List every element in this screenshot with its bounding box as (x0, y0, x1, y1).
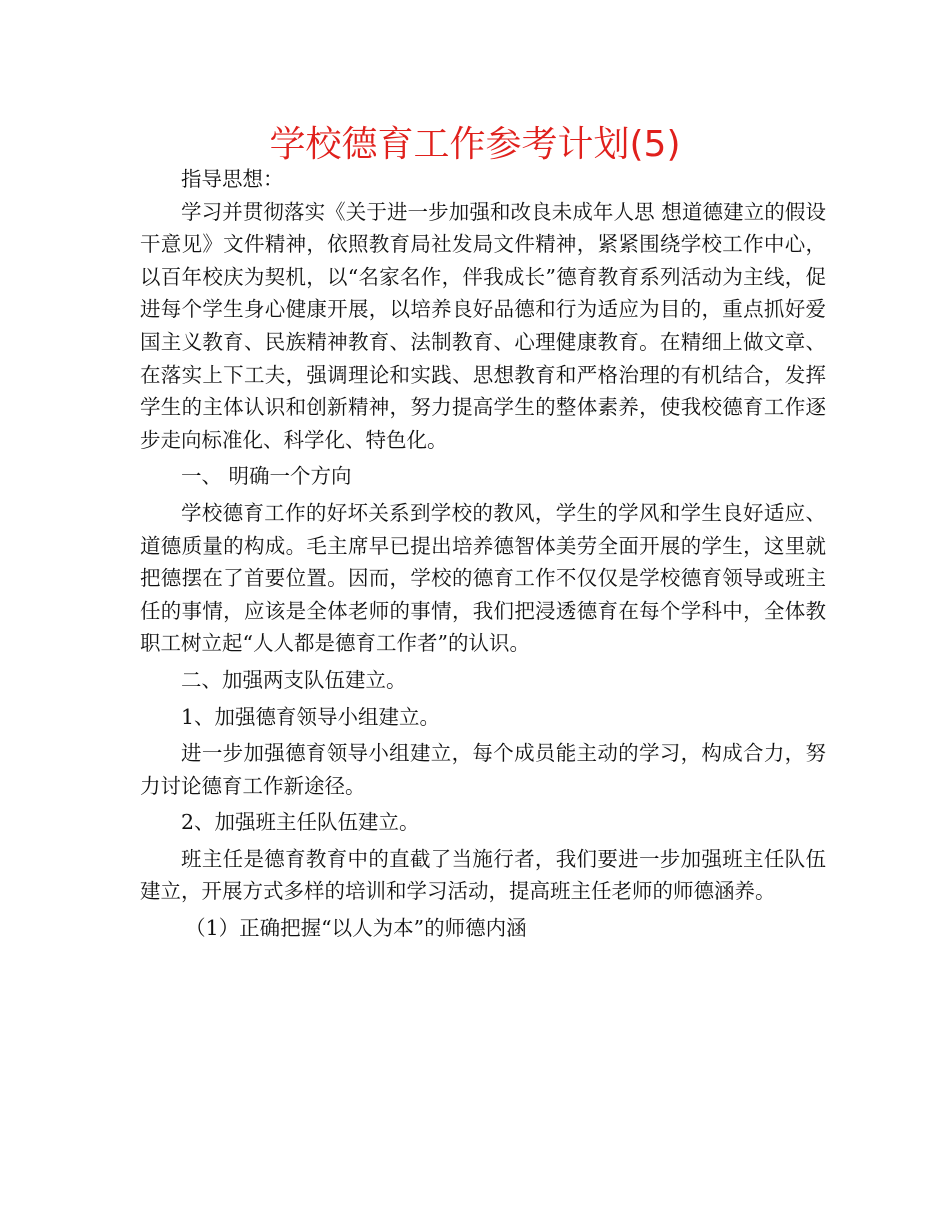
paragraph-guiding-heading: 指导思想： (181, 167, 284, 191)
paragraph-item-two-text: 班主任是德育教育中的直截了当施行者，我们要进一步加强班主任队伍建立，开展方式多样的培训和学习活动，提高班主任老师的师德涵养。 (140, 846, 826, 904)
paragraph-item-two-heading: 2、加强班主任队伍建立。 (181, 810, 420, 835)
paragraph-section-one-text: 学校德育工作的好坏关系到学校的教风，学生的学风和学生良好适应、道德质量的构成。毛主席早已提出培养德智体美劳全面开展的学生，这里就把德摆在了首要位置。因而，学校的德育工作不仅仅是学校德育领导或班主任的事情，应该是全体老师的事情，我们把浸透德育在每个学科中，全体教职工树立起“人人都是德育工作者”的认识。 (140, 500, 826, 656)
paragraph-section-two-heading: 二、加强两支队伍建立。 (181, 667, 407, 692)
document-body (140, 163, 826, 945)
paragraph-item-one-text: 进一步加强德育领导小组建立，每个成员能主动的学习，构成合力，努力讨论德育工作新途径。 (140, 741, 826, 798)
paragraph-item-one-heading: 1、加强德育领导小组建立。 (181, 704, 441, 729)
paragraph-guiding-text: 学习并贯彻落实《关于进一步加强和改良未成年人思 想道德建立的假设干意见》文件精神，依照教育局社发局文件精神，紧紧围绕学校工作中心，以百年校庆为契机，以“名家名作，伴我成长”德育教育系列活动为主线，促进每个学生身心健康开展，以培养良好品德和行为适应为目的，重点抓好爱国主义教育、民族精神教育、法制教育、心理健康教育。在精细上做文章、在落实上下工夫，强调理论和实践、思想教育和严格治理的有机结合，发挥学生的主体认识和创新精神，努力提高学生的整体素养，使我校德育工作逐步走向标准化、科学化、特色化。 (140, 199, 826, 452)
paragraph-subitem-one-heading: （1）正确把握“以人为本”的师德内涵 (185, 916, 527, 941)
paragraph-section-one-heading: 一、 明确一个方向 (181, 464, 352, 489)
document-title: 学校德育工作参考计划(5) (269, 124, 681, 165)
